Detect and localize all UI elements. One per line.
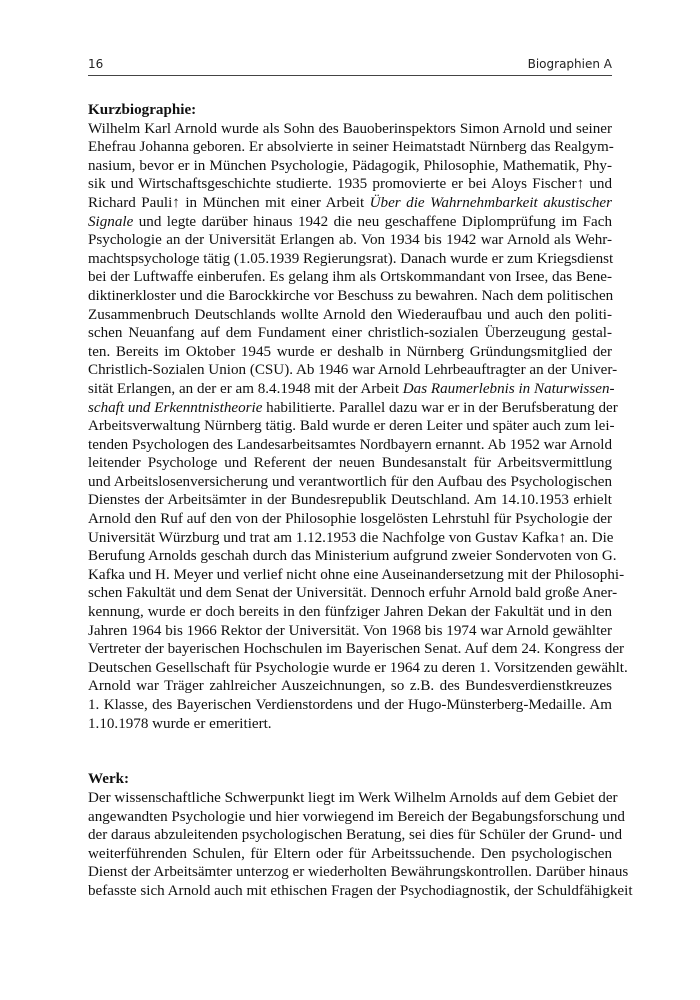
book-title: schaft und Erkenntnistheorie [88, 399, 263, 416]
text-line: Deutschen Gesellschaft für Psychologie wurde er 1964 zu deren 1. Vorsitzenden gewählt. [88, 659, 628, 676]
text-line: Dienstes der Arbeitsämter in der Bundesrepublik Deutschland. Am 14.10.1953 erhielt [88, 492, 612, 509]
text-line: sik und Wirtschaftsgeschichte studierte. 1935 promovierte er bei Aloys Fischer↑ und [88, 176, 612, 193]
text-line [88, 213, 612, 232]
text-line: bei der Luftwaffe einberufen. Es gelang ihm als Ortskommandant von Irsee, das Bene- [88, 269, 612, 286]
text-line: Arnold den Ruf auf den von der Philosophie losgelösten Lehrstuhl für Psychologie der [88, 511, 612, 528]
section-kurzbiographie [88, 120, 628, 734]
text-line [88, 399, 618, 418]
book-title: Über die Wahrnehmbarkeit akustischer [369, 194, 612, 211]
text-line: Psychologie an der Universität Erlangen ab. Von 1934 bis 1942 war Arnold als Wehr- [88, 232, 612, 249]
text-line: tenden Psychologen des Landesarbeitsamtes Nordbayern ernannt. Ab 1952 war Arnold [88, 436, 612, 453]
text-line: schen Fakultät und dem Senat der Universität. Dennoch erfuhr Arnold bald große Aner- [88, 585, 618, 602]
section-heading-werk: Werk: [88, 771, 130, 788]
section-werk [88, 789, 633, 901]
text-line: Christlich-Sozialen Union (CSU). Ab 1946 war Arnold Lehrbeauftragter an der Univer- [88, 362, 618, 379]
text-line: Universität Würzburg und trat am 1.12.1953 die Nachfolge von Gustav Kafka↑ an. Die [88, 529, 614, 546]
text-line: befasste sich Arnold auch mit ethischen Fragen der Psychodiagnostik, der Schuldfähigkeit [88, 882, 633, 899]
page-header [88, 57, 612, 76]
text-line: Kafka und H. Meyer und verlief nicht ohne eine Auseinandersetzung mit der Philosophi- [88, 566, 625, 583]
running-title: Biographien A [527, 57, 612, 71]
text-line: nasium, bevor er in München Psychologie, Pädagogik, Philosophie, Mathematik, Phy- [88, 157, 612, 174]
section-heading-kurzbiographie: Kurzbiographie: [88, 102, 197, 118]
text-line: Berufung Arnolds geschah durch das Ministerium aufgrund zweier Sondervoten von G. [88, 548, 617, 565]
book-title: Signale [88, 213, 134, 230]
text-line: Dienst der Arbeitsämter unterzog er wiederholten Bewährungskontrollen. Darüber hinaus [88, 864, 629, 881]
text-line: diktinerkloster und die Barockkirche vor Beschuss zu bewahren. Nach dem politischen [88, 287, 614, 304]
text-line: weiterführenden Schulen, für Eltern oder für Arbeitssuchende. Den psychologischen [88, 845, 612, 862]
text-line: schen Neuanfang auf dem Fundament einer christlich-sozialen Überzeugung gestal- [88, 325, 612, 342]
text-line: 1. Klasse, des Bayerischen Verdienstordens und der Hugo-Münsterberg-Medaille. Am [88, 697, 612, 713]
text-line: machtspsychologe tätig (1.05.1939 Regierungsrat). Danach wurde er zum Kriegsdienst [88, 250, 614, 267]
text-line: Ehefrau Johanna geboren. Er absolvierte in seiner Heimatstadt Nürnberg das Realgym- [88, 139, 614, 156]
text-run: habilitierte. Parallel dazu war er in der Berufsberatung der [262, 399, 618, 416]
text-line: kennung, wurde er doch bereits in den fünfziger Jahren Dekan der Fakultät und in den [88, 604, 612, 621]
text-line: der daraus abzuleitenden psychologischen Beratung, sei dies für Schüler der Grund- und [88, 827, 622, 844]
text-line [88, 380, 615, 399]
text-line [88, 194, 612, 213]
book-title: Das Raumerlebnis in Naturwissen- [402, 380, 615, 397]
text-line: leitender Psychologe und Referent der neuen Bundesanstalt für Arbeitsvermittlung [88, 455, 612, 472]
text-line: ten. Bereits im Oktober 1945 wurde er deshalb in Nürnberg Gründungsmitglied der [88, 343, 612, 360]
text-run: und legte darüber hinaus 1942 die neu geschaffene Diplomprüfung im Fach [133, 213, 612, 230]
text-run: sität Erlangen, an der er am 8.4.1948 mit der Arbeit [88, 380, 403, 397]
text-line: 1.10.1978 wurde er emeritiert. [88, 715, 272, 732]
text-line: Zusammenbruch Deutschlands wollte Arnold den Wiederaufbau und auch den politi- [88, 306, 612, 323]
section-gap [88, 752, 612, 771]
text-line: Der wissenschaftliche Schwerpunkt liegt im Werk Wilhelm Arnolds auf dem Gebiet der [88, 789, 618, 806]
text-line: Wilhelm Karl Arnold wurde als Sohn des Bauoberinspektors Simon Arnold und seiner [88, 120, 612, 137]
page-number: 16 [88, 57, 104, 71]
text-line: Arnold war Träger zahlreicher Auszeichnungen, so z.B. des Bundesverdienstkreuzes [88, 678, 612, 695]
text-line: Jahren 1964 bis 1966 Rektor der Universität. Von 1968 bis 1974 war Arnold gewählter [88, 622, 612, 639]
text-line: Vertreter der bayerischen Hochschulen im Bayerischen Senat. Auf dem 24. Kongress der [88, 641, 625, 658]
text-line: Arbeitsverwaltung Nürnberg tätig. Bald wurde er deren Leiter und später auch zum lei- [88, 418, 615, 435]
text-run: Richard Pauli↑ in München mit einer Arbeit [88, 194, 370, 211]
text-line: angewandten Psychologie und hier vorwiegend im Bereich der Begabungsforschung und [88, 808, 625, 825]
page-body [88, 101, 633, 919]
text-line: und Arbeitslosenversicherung und verantwortlich für den Aufbau des Psychologischen [88, 473, 612, 490]
